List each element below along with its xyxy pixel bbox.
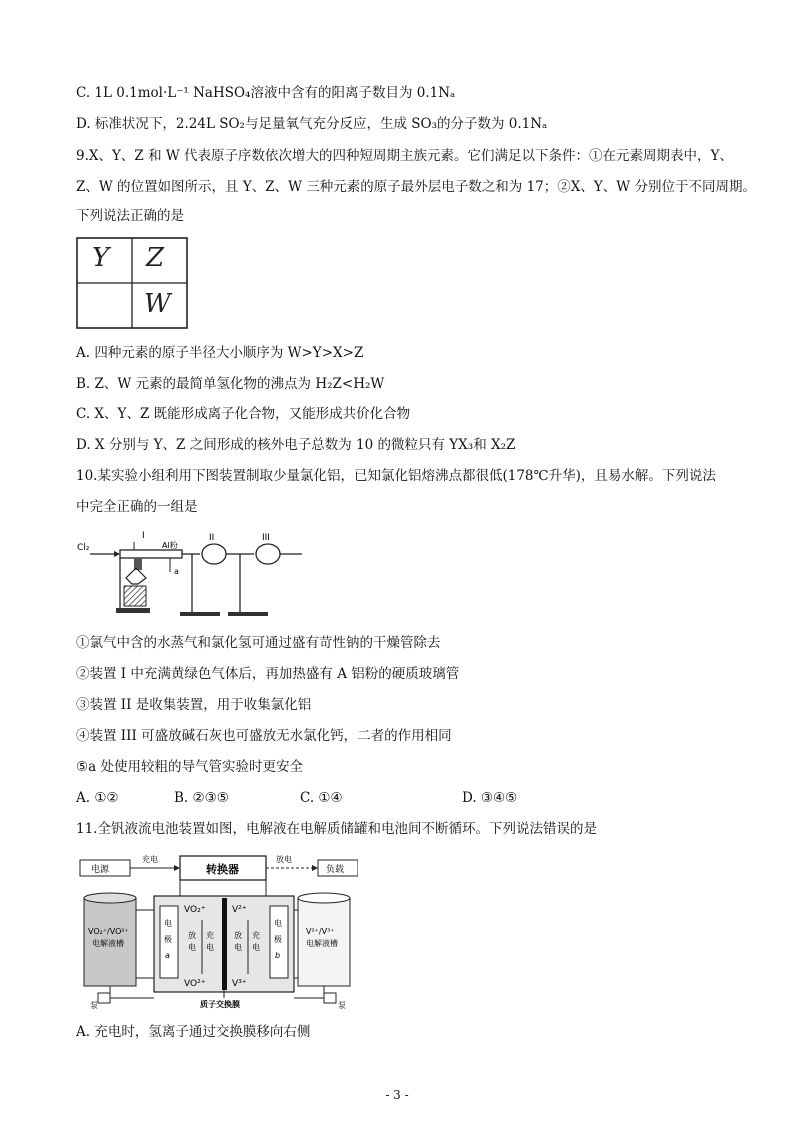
- q10-stem-line1: 10.某实验小组利用下图装置制取少量氯化铝，已知氯化铝熔沸点都很低(178℃升华)，且易水解。下列说法: [76, 468, 716, 484]
- converter-label: 转换器: [206, 863, 239, 876]
- q10-statement-4: ④装置 III 可盛放碱石灰也可盛放无水氯化钙，二者的作用相同: [76, 728, 452, 744]
- right-pump-label: 泵: [338, 1001, 346, 1010]
- q10-statement-3: ③装置 II 是收集装置，用于收集氯化铝: [76, 697, 312, 713]
- electrode-a-3: a: [165, 951, 170, 960]
- q10-option-c: C. ①④: [300, 790, 343, 806]
- device-ii-label: II: [209, 533, 215, 543]
- element-z: Z: [146, 243, 165, 273]
- electrode-b-2: 极: [274, 935, 282, 944]
- q9-stem-line2: Z、W 的位置如图所示，且 Y、Z、W 三种元素的原子最外层电子数之和为 17；②X、Y、W 分别位于不同周期。: [76, 179, 756, 195]
- battery-svg: [76, 850, 358, 1010]
- q11-stem: 11.全钒液流电池装置如图，电解液在电解质储罐和电池间不断循环。下列说法错误的是: [76, 821, 597, 837]
- right-tank-label2: 电解液槽: [306, 939, 338, 948]
- device-iii-label: III: [262, 533, 270, 543]
- q9-option-a: A. 四种元素的原子半径大小顺序为 W>Y>X>Z: [76, 345, 364, 361]
- right-discharge-1: 放: [234, 931, 242, 940]
- q10-statement-2: ②装置 I 中充满黄绿色气体后，再加热盛有 A 铝粉的硬质玻璃管: [76, 666, 460, 682]
- element-y: Y: [92, 243, 110, 273]
- left-tank-label: VO₂⁺/VO²⁺: [88, 927, 129, 936]
- charge-label: 充电: [142, 855, 158, 864]
- vo2-plus-label: VO₂⁺: [184, 905, 206, 915]
- q10-option-a: A. ①②: [76, 790, 119, 806]
- device-i-label: I: [142, 531, 145, 541]
- periodic-table-fragment: [76, 237, 188, 329]
- page-number: - 3 -: [385, 1088, 409, 1102]
- q11-option-a: A. 充电时，氢离子通过交换膜移向右侧: [76, 1024, 311, 1040]
- q10-statement-5: ⑤a 处使用较粗的导气管实验时更安全: [76, 759, 303, 775]
- vo2-2plus-label: VO²⁺: [184, 979, 206, 989]
- power-label: 电源: [91, 865, 110, 875]
- q8-option-d: D. 标准状况下，2.24L SO₂与足量氧气充分反应，生成 SO₃的分子数为 0.1Nₐ: [76, 116, 548, 132]
- right-discharge-2: 电: [234, 943, 242, 952]
- right-charge-2: 电: [252, 943, 260, 952]
- element-w: W: [144, 289, 171, 319]
- electrode-a-2: 极: [164, 935, 172, 944]
- q10-statement-1: ①氯气中含的水蒸气和氯化氢可通过盛有苛性钠的干燥管除去: [76, 635, 441, 651]
- electrode-a-1: 电: [164, 919, 172, 928]
- a-label: a: [174, 567, 179, 576]
- membrane-label: 质子交换膜: [200, 1000, 240, 1009]
- left-tank-label2: 电解液槽: [92, 939, 124, 948]
- load-label: 负载: [326, 865, 345, 875]
- q9-stem-line1: 9.X、Y、Z 和 W 代表原子序数依次增大的四种短周期主族元素。它们满足以下条件：①在元素周期表中，Y、: [76, 148, 733, 164]
- q9-option-c: C. X、Y、Z 既能形成离子化合物，又能形成共价化合物: [76, 406, 411, 422]
- right-charge-1: 充: [252, 931, 260, 940]
- left-pump-label: 泵: [90, 1001, 98, 1010]
- discharge-label: 放电: [276, 855, 292, 864]
- q9-stem-line3: 下列说法正确的是: [76, 208, 184, 224]
- v2-plus-label: V²⁺: [232, 905, 247, 915]
- q10-option-d: D. ③④⑤: [462, 790, 518, 806]
- q9-option-d: D. X 分别与 Y、Z 之间形成的核外电子总数为 10 的微粒只有 YX₃和 X₂Z: [76, 437, 516, 453]
- al-powder-label: Al粉: [162, 541, 178, 550]
- aluminum-chloride-apparatus: [76, 528, 304, 618]
- left-charge-2: 电: [206, 943, 214, 952]
- vanadium-flow-battery-diagram: [76, 850, 358, 1010]
- q9-option-b: B. Z、W 元素的最简单氢化物的沸点为 H₂Z<H₂W: [76, 376, 385, 392]
- right-tank-label: V²⁺/V³⁺: [306, 927, 335, 936]
- q10-stem-line2: 中完全正确的一组是: [76, 499, 198, 515]
- left-charge-1: 充: [206, 931, 214, 940]
- left-discharge-2: 电: [188, 943, 196, 952]
- q8-option-c: C. 1L 0.1mol·L⁻¹ NaHSO₄溶液中含有的阳离子数目为 0.1Nₐ: [76, 85, 456, 101]
- apparatus-svg: [76, 528, 304, 618]
- cl2-label: Cl₂: [77, 543, 90, 553]
- q10-option-b: B. ②③⑤: [174, 790, 229, 806]
- electrode-b-1: 电: [274, 919, 282, 928]
- v3-plus-label: V³⁺: [232, 979, 247, 989]
- left-discharge-1: 放: [188, 931, 196, 940]
- electrode-b-3: b: [275, 951, 281, 960]
